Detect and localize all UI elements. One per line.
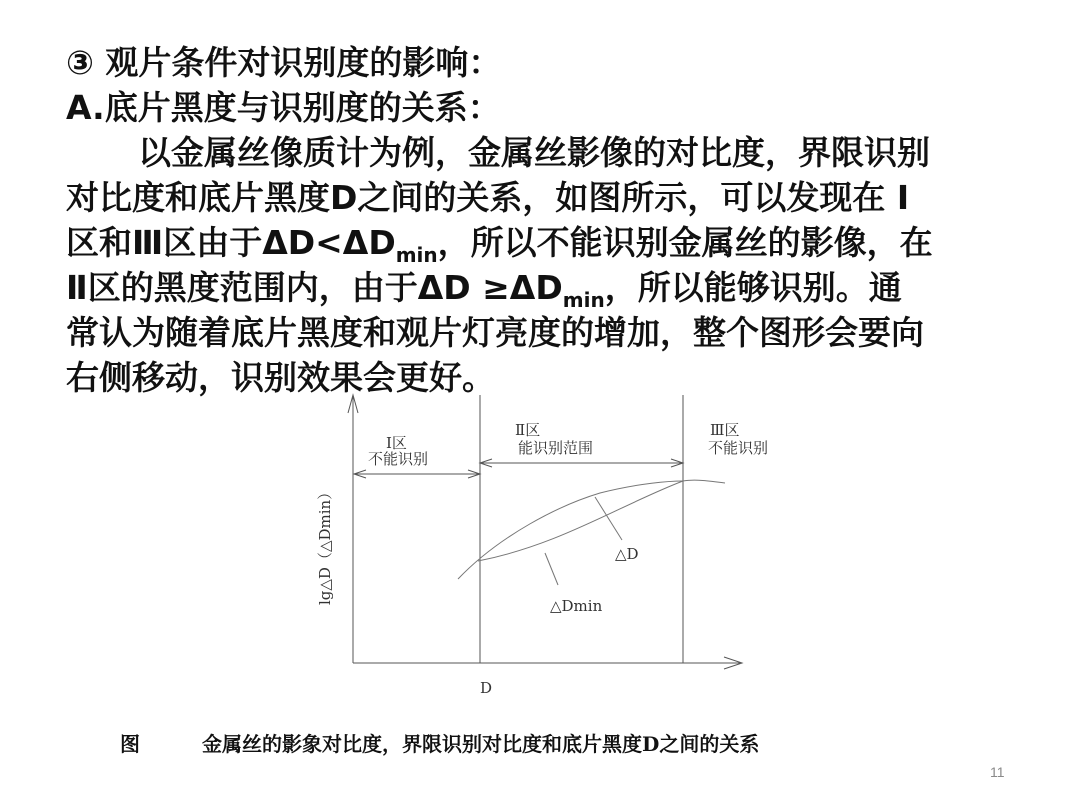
zone3-title: Ⅲ区 <box>710 421 740 439</box>
paragraph-line: 常认为随着底片黑度和观片灯亮度的增加，整个图形会要向 <box>66 313 924 352</box>
paragraph-line: 右侧移动，识别效果会更好。 <box>66 358 495 397</box>
paragraph-line <box>66 265 1016 310</box>
paragraph-fragment: Ⅱ区的黑度范围内，由于ΔD ≥ΔD <box>66 268 563 307</box>
zone1-title: Ⅰ区 <box>386 434 407 452</box>
figure-label: 图 <box>120 732 140 756</box>
caption-text: 金属丝的影象对比度，界限识别对比度和底片黑度D之间的关系 <box>202 732 760 756</box>
body-text <box>66 40 1016 400</box>
subscript: min <box>562 288 605 312</box>
heading-line: ③ 观片条件对识别度的影响： <box>66 43 502 82</box>
zone2-desc: 能识别范围 <box>518 439 594 457</box>
paragraph-fragment: ，所以能够识别。通 <box>604 268 902 307</box>
page-number: 11 <box>990 764 1005 780</box>
paragraph-fragment: ，所以不能识别金属丝的影像，在 <box>437 223 933 262</box>
delta-d-label: △D <box>615 545 639 563</box>
density-diagram <box>300 385 769 705</box>
zone1-desc: 不能识别 <box>368 450 429 468</box>
paragraph-line <box>66 220 1016 265</box>
zone3-desc: 不能识别 <box>708 439 769 457</box>
zone2-title: Ⅱ区 <box>515 421 541 439</box>
y-axis-label: lg△D（△Dmin） <box>316 484 334 605</box>
paragraph-line: 对比度和底片黑度D之间的关系，如图所示，可以发现在 Ⅰ <box>66 178 910 217</box>
subscript: min <box>395 243 438 267</box>
delta-dmin-leader <box>545 553 558 585</box>
paragraph-fragment: 区和Ⅲ区由于ΔD<ΔD <box>66 223 396 262</box>
paragraph-line: 以金属丝像质计为例，金属丝影像的对比度，界限识别 <box>138 133 930 172</box>
subheading-line: A.底片黑度与识别度的关系： <box>66 88 501 127</box>
figure-caption <box>120 728 1020 757</box>
x-axis-label: D <box>480 679 493 697</box>
delta-dmin-label: △Dmin <box>550 597 603 615</box>
